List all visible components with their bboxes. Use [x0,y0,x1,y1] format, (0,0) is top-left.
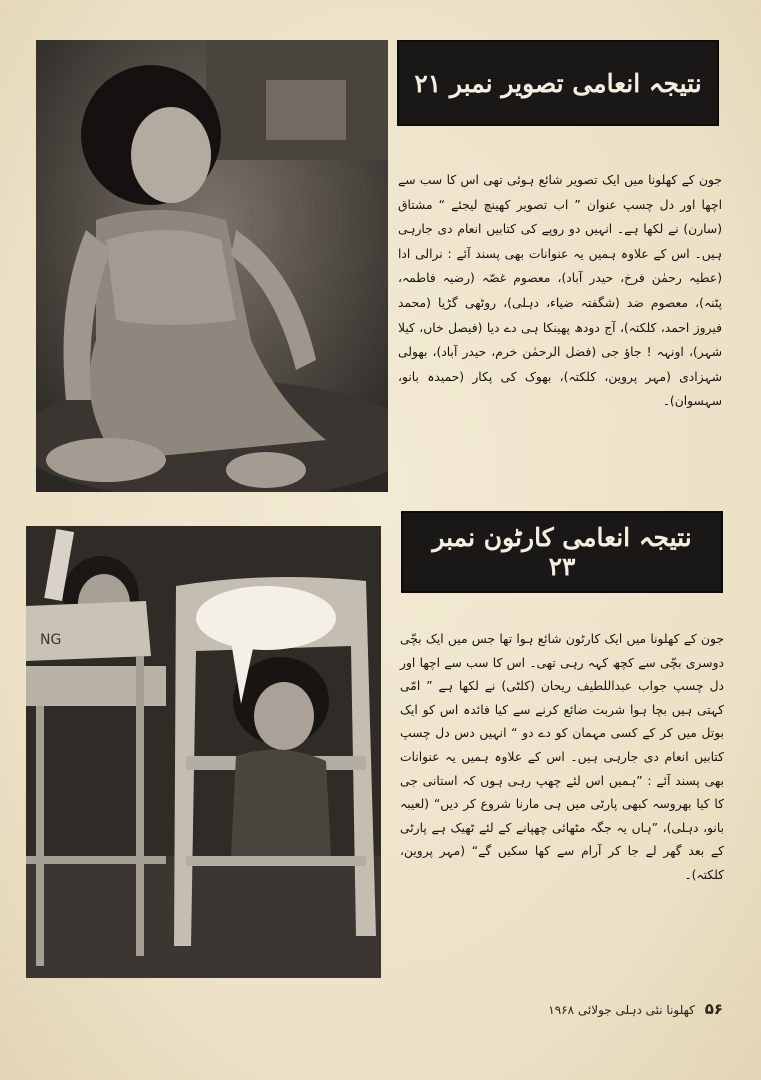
child-sitting-illustration [36,40,388,492]
result-article-23 [400,628,724,888]
article-body: جون کے کھلونا میں ایک تصویر شائع ہوئی تھی اس کا سب سے اچھا اور دل چسپ عنوان ” اب تصویر کھینچ لیجئے “ مشتاق (سارن) نے لکھا ہے۔ انہیں دو روپے کی کتابیں انعام دی جارہی ہیں۔ اس کے علاوہ ہمیں یہ عنوانات بھی پسند آئے : نرالی ادا (عطیہ رحمٰن فرخ، حیدر آباد)، معصوم غصّہ (رضیہ فاطمہ، پٹنہ)، معصوم ضد (شگفتہ ضیاء، دہلی)، روٹھی گڑیا (محمد فیروز احمد، کلکتہ)، آج دودھ پھینکا ہی دے دیا (فیصل خاں، کیلا شہر)، اونہہ ! جاؤ جی (فضل الرحمٰن خرم، حیدر آباد)، بھولی شہزادی (مہر پروین، کلکتہ)، بھوک کی پکار (حمیدہ بانو، سہسوان)۔ [398,173,722,409]
girls-with-chairs-illustration [26,526,381,978]
issue-line: کھلونا نئی دہلی جولائی ۱۹۶۸ [548,1003,695,1017]
child-sitting-photo [36,40,388,492]
page-number: ۵۶ [704,1000,723,1018]
heading-text: نتیجہ انعامی تصویر نمبر ۲۱ [414,68,702,98]
heading-text: نتیجہ انعامی کارٹون نمبر ۲۳ [432,523,692,581]
result-heading-21 [397,40,719,126]
article-body: جون کے کھلونا میں ایک کارٹون شائع ہوا تھا جس میں ایک بچّی دوسری بچّی سے کچھ کہہ رہی تھی۔ اس کا سب سے اچھا اور دل چسپ جواب عبداللطیف ریحان (کلٹی) نے لکھا ہے ” امّی کہتی ہیں بچا ہوا شربت ضائع کرنے سے کیا فائدہ اس کو ایک بوتل میں کر کے کسی مہمان کو دے دو “ انہیں دس دل چسپ کتابیں انعام دی جارہی ہیں۔ اس کے علاوہ ہمیں یہ عنوانات بھی پسند آئے : ”ہمیں اس لئے چھپ رہی ہوں کہ استانی جی کا کیا بھروسہ کبھی پارٹی میں ہی مارنا شروع کر دیں“ (لعیبہ بانو، دہلی)، ”ہاں یہ جگہ مٹھائی چھپانے کے لئے ٹھیک ہے پارٹی کے بعد گھر لے جا کر آرام سے کھا سکیں گے“ (مہر پروین، کلکتہ)۔ [400,632,724,882]
page-footer [523,1000,723,1018]
cartoon-photo [26,526,381,978]
result-article-21 [398,168,722,414]
result-heading-23 [401,511,723,593]
chair-sign-text: NG [40,632,62,648]
